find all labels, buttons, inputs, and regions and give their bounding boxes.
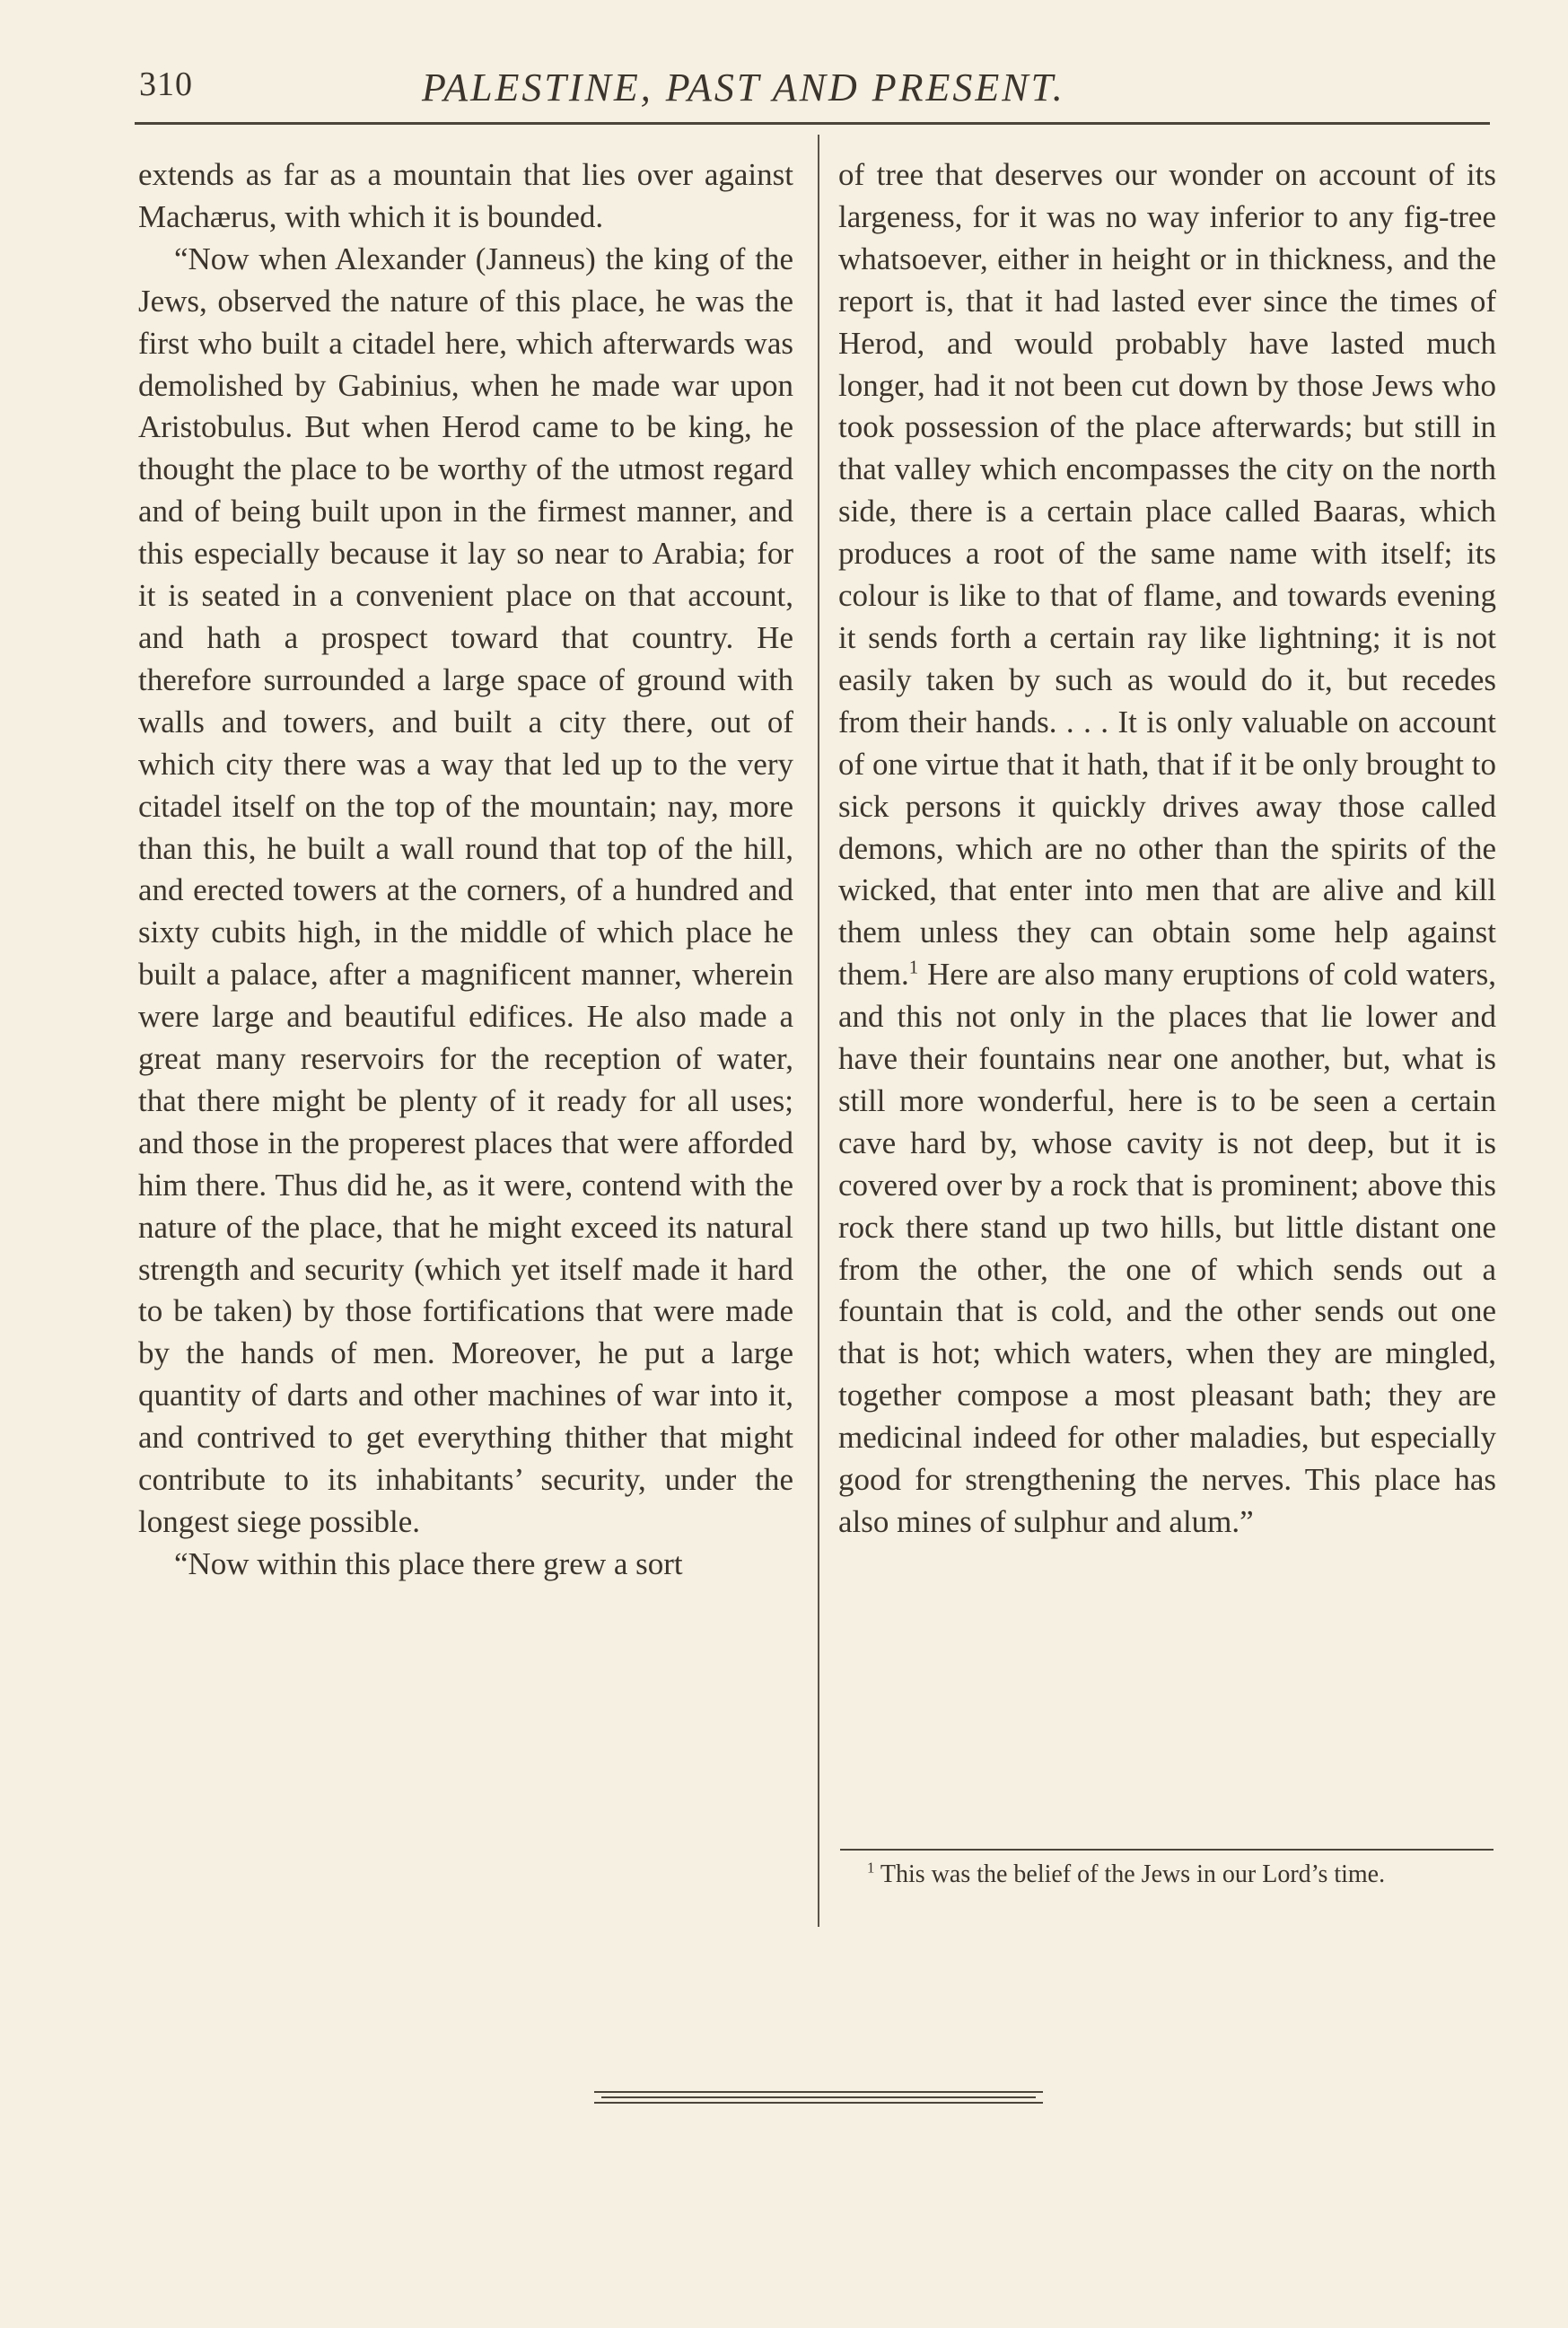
- column-divider: [818, 135, 819, 1927]
- right-paragraph: [838, 154, 1496, 1544]
- left-paragraph-2: “Now when Alexander (Janneus) the king of the Jews, observed the nature of this place, he was the first who built a citadel here, which afterwards was demolished by Gabinius, when he made war upon Aristobulus. But when Herod came to be king, he thought the place to be worthy of the utmost regard and of being built upon in the firmest manner, and this especially because it lay so near to Arabia; for it is seated in a convenient place on that account, and hath a prospect toward that country. He therefore surrounded a large space of ground with walls and towers, and built a city there, out of which city there was a way that led up to the very citadel itself on the top of the mountain; nay, more than this, he built a wall round that top of the hill, and erected towers at the corners, of a hundred and sixty cubits high, in the middle of which place he built a palace, after a magnificent manner, wherein were large and beautiful edifices. He also made a great many reservoirs for the reception of water, that there might be plenty of it ready for all uses; and those in the properest places that were afforded him there. Thus did he, as it were, contend with the nature of the place, that he might exceed its natural strength and security (which yet itself made it hard to be taken) by those fortifications that were made by the hands of men. Moreover, he put a large quantity of darts and other machines of war into it, and contrived to get everything thither that might contribute to its inhabitants’ security, under the longest siege possible.: [138, 241, 793, 1539]
- right-text-after-note: Here are also many eruptions of cold waters, and this not only in the places that lie lower and have their fountains near one another, but, what is still more wonderful, here is to be seen a certain cave hard by, whose cavity is not deep, but it is covered over by a rock that is prominent; above this rock there stand up two hills, but little distant one from the other, the one of which sends out a fountain that is cold, and the other sends out one that is hot; which waters, when they are mingled, together compose a most pleasant bath; they are medicinal indeed for other maladies, but especially good for strengthening the nerves. This place has also mines of sulphur and alum.”: [838, 957, 1496, 1539]
- footnote-text: This was the belief of the Jews in our Lord’s time.: [874, 1860, 1386, 1888]
- header-rule: [135, 122, 1490, 125]
- page-number: 310: [139, 66, 193, 103]
- footnote-reference[interactable]: 1: [908, 956, 919, 978]
- ornament-rule-1: [594, 2091, 1043, 2093]
- ornament-rule-3: [594, 2102, 1043, 2104]
- left-column: [138, 154, 793, 1586]
- running-title: PALESTINE, PAST AND PRESENT.: [422, 66, 1065, 109]
- footnote-marker: 1: [867, 1859, 875, 1877]
- left-paragraph-1: extends as far as a mountain that lies over against Machærus, with which it is bounded.: [138, 157, 793, 234]
- ornament-rule-2: [601, 2096, 1036, 2098]
- footnote: [840, 1860, 1495, 1889]
- footnote-rule: [840, 1849, 1494, 1851]
- right-text-before-note: of tree that deserves our wonder on account of its largeness, for it was no way inferior to any fig-tree whatsoever, either in height or in thickness, and the report is, that it had lasted ever since the times of Herod, and would probably have lasted much longer, had it not been cut down by those Jews who took possession of the place afterwards; but still in that valley which encompasses the city on the north side, there is a certain place called Baaras, which produces a root of the same name with itself; its colour is like to that of flame, and towards evening it sends forth a certain ray like lightning; it is not easily taken by such as would do it, but recedes from their hands. . . . It is only valuable on account of one virtue that it hath, that if it be only brought to sick persons it quickly drives away those called demons, which are no other than the spirits of the wicked, that enter into men that are alive and kill them unless they can obtain some help against them.: [838, 157, 1496, 993]
- right-column: [838, 154, 1496, 1544]
- left-paragraph-3: “Now within this place there grew a sort: [174, 1545, 683, 1581]
